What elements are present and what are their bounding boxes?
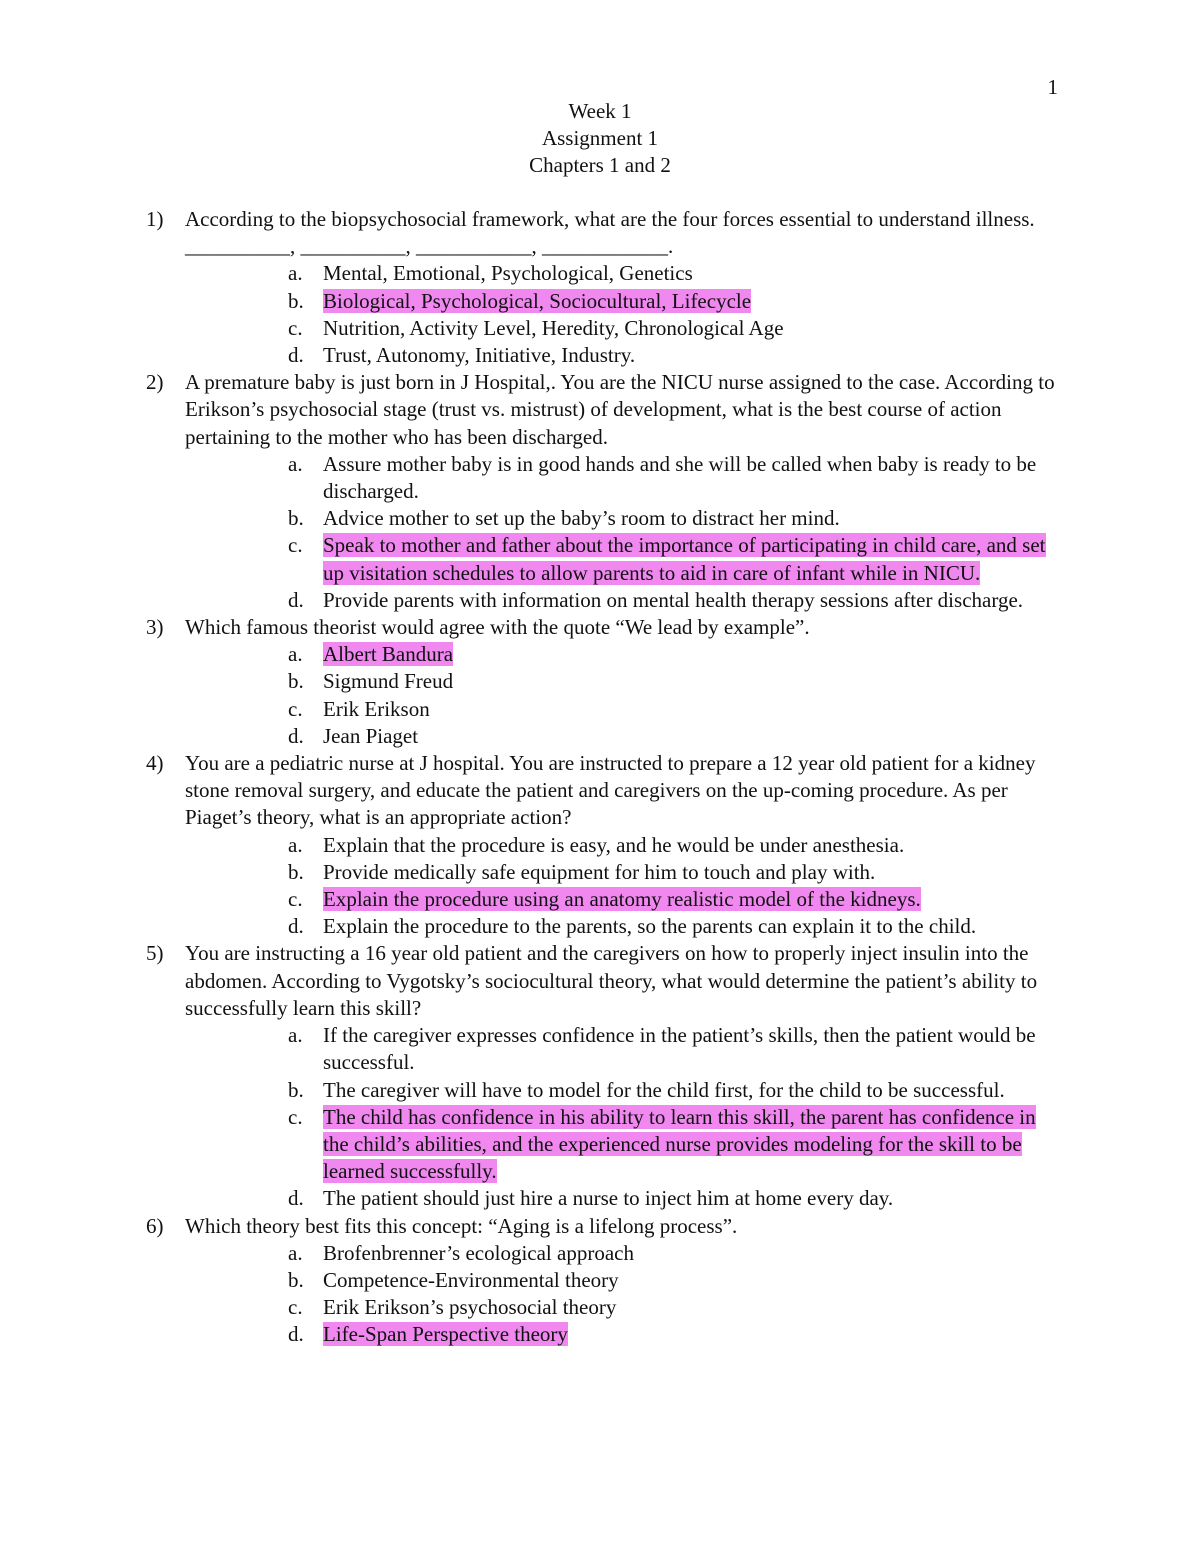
option-letter: a. [288,261,303,286]
option-text: Explain the procedure to the parents, so the parents can explain it to the child. [323,914,977,939]
answer-options [185,641,1066,750]
option-text: Erik Erikson [323,696,430,721]
document-heading [0,98,1200,180]
option-text: Erik Erikson’s psychosocial theory [323,1295,617,1320]
answer-option-a [185,260,1066,287]
answer-option-a [185,451,1066,505]
question-list [146,206,1066,1349]
option-letter: a. [288,451,303,476]
answer-options [185,832,1066,941]
question-number: 1) [146,207,164,231]
answer-option-b [185,288,1066,315]
answer-option-c [185,315,1066,342]
question-number: 5) [146,941,164,966]
option-text: Jean Piaget [323,723,419,748]
option-letter: a. [288,642,303,667]
highlighted-answer-text: Speak to mother and father about the importance of participating in child care, and set up visitation schedules to allow parents to aid in care of infant while in NICU. [323,533,1046,585]
option-text: Competence-Environmental theory [323,1267,619,1292]
page-number: 1 [1047,75,1058,99]
answer-option-a [185,641,1066,668]
option-letter: d. [288,723,304,748]
option-letter: c. [288,696,303,721]
answer-options [185,260,1066,369]
answer-option-c [185,532,1066,586]
option-text: The caregiver will have to model for the child first, for the child to be successful. [323,1077,1005,1102]
week-title: Week 1 [568,99,632,123]
answer-option-a [185,1240,1066,1267]
option-letter: b. [288,859,304,884]
answer-option-b [185,1077,1066,1104]
option-letter: d. [288,1322,304,1347]
answer-option-d [185,1321,1066,1348]
highlighted-answer-text: Biological, Psychological, Sociocultural, Lifecycle [323,288,752,313]
question-1 [146,206,1066,369]
assignment-title: Assignment 1 [541,126,659,151]
option-text: Explain that the procedure is easy, and he would be under anesthesia. [323,832,905,857]
option-letter: d. [288,343,304,368]
question-2 [146,369,1066,614]
highlighted-answer-text: Albert Bandura [323,642,454,667]
option-text: Mental, Emotional, Psychological, Genetics [323,261,693,286]
question-5 [146,940,1066,1212]
question-text: Which theory best fits this concept: “Aging is a lifelong process”. [185,1213,738,1238]
option-letter: c. [288,533,303,558]
option-letter: a. [288,1023,303,1048]
option-letter: c. [288,887,303,912]
answer-option-c [185,886,1066,913]
answer-option-d [185,913,1066,940]
answer-option-d [185,342,1066,369]
option-letter: c. [288,315,303,340]
question-6 [146,1213,1066,1349]
option-letter: c. [288,1295,303,1320]
highlighted-answer-text: Life-Span Perspective theory [323,1322,568,1347]
answer-option-a [185,832,1066,859]
option-letter: b. [288,288,304,313]
option-text: The patient should just hire a nurse to inject him at home every day. [323,1186,894,1211]
option-letter: b. [288,1077,304,1102]
option-text: Brofenbrenner’s ecological approach [323,1240,634,1265]
question-number: 4) [146,751,164,776]
question-3 [146,614,1066,750]
answer-options [185,1240,1066,1349]
answer-option-b [185,1267,1066,1294]
option-text: Assure mother baby is in good hands and she will be called when baby is ready to be discharged. [323,451,1037,504]
answer-option-b [185,505,1066,532]
answer-options [185,451,1066,614]
answer-option-a [185,1022,1066,1076]
option-text: Sigmund Freud [323,669,454,694]
option-letter: a. [288,832,303,857]
answer-options [185,1022,1066,1212]
question-text: You are instructing a 16 year old patient and the caregivers on how to properly inject insulin into the abdomen. According to Vygotsky’s sociocultural theory, what would determine the patient’s ability to successfully learn this skill? [185,941,1038,1020]
option-letter: b. [288,1267,304,1292]
question-number: 6) [146,1213,164,1238]
option-text: Provide parents with information on mental health therapy sessions after discharge. [323,587,1024,612]
answer-option-b [185,668,1066,695]
option-letter: a. [288,1240,303,1265]
option-text: If the caregiver expresses confidence in the patient’s skills, then the patient would be successful. [323,1023,1036,1075]
highlighted-answer-text: Explain the procedure using an anatomy realistic model of the kidneys. [323,887,921,912]
answer-option-c [185,1104,1066,1186]
answer-option-c [185,696,1066,723]
answer-option-d [185,723,1066,750]
chapters-title: Chapters 1 and 2 [529,153,671,178]
option-letter: d. [288,1186,304,1211]
question-4 [146,750,1066,940]
answer-option-d [185,587,1066,614]
answer-option-b [185,859,1066,886]
question-text: You are a pediatric nurse at J hospital. You are instructed to prepare a 12 year old patient for a kidney stone removal surgery, and educate the patient and caregivers on the up-coming procedure. As per Piaget’s theory, what is an appropriate action? [185,751,1036,830]
option-text: Nutrition, Activity Level, Heredity, Chronological Age [323,315,784,340]
option-text: Advice mother to set up the baby’s room to distract her mind. [323,506,840,531]
question-number: 3) [146,615,164,640]
option-letter: b. [288,506,304,531]
option-letter: b. [288,669,304,694]
answer-option-c [185,1294,1066,1321]
answer-option-d [185,1185,1066,1212]
question-text: According to the biopsychosocial framework, what are the four forces essential to understand illness. __________, __________, ___________, ____________. [185,207,1035,259]
question-text: Which famous theorist would agree with the quote “We lead by example”. [185,615,810,640]
option-letter: d. [288,914,304,939]
highlighted-answer-text: The child has confidence in his ability to learn this skill, the parent has confidence in the child’s abilities, and the experienced nurse provides modeling for the skill to be learned successfully. [323,1104,1036,1184]
option-text: Provide medically safe equipment for him to touch and play with. [323,859,876,884]
option-text: Trust, Autonomy, Initiative, Industry. [323,343,636,368]
question-number: 2) [146,370,164,395]
option-letter: d. [288,587,304,612]
option-letter: c. [288,1104,303,1129]
question-text: A premature baby is just born in J Hospital,. You are the NICU nurse assigned to the case. According to Erikson’s psychosocial stage (trust vs. mistrust) of development, what is the best course of action pertaining to the mother who has been discharged. [185,370,1055,449]
